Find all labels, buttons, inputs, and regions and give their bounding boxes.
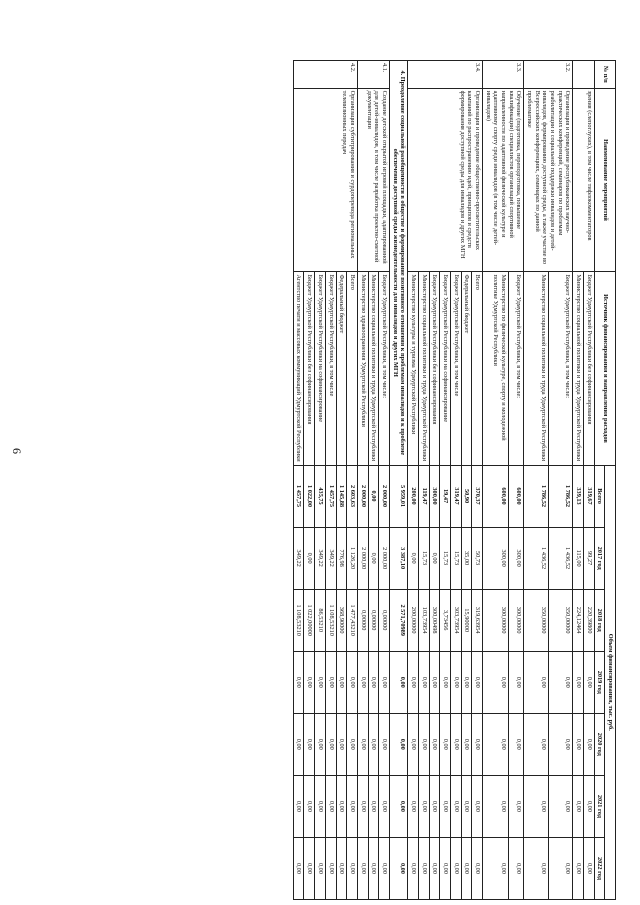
value-year: 0,00 <box>440 651 451 713</box>
value-year: 0,00 <box>548 713 573 775</box>
value-year: 0,00 <box>304 651 315 713</box>
value-year: 0,00 <box>548 775 573 837</box>
value-total: 119,47 <box>418 465 429 527</box>
value-year: 0,00 <box>440 775 451 837</box>
value-total: 1 457,75 <box>325 465 336 527</box>
value-year: 350,00000 <box>524 589 549 651</box>
value-year: 0,00000 <box>357 589 368 651</box>
value-year: 0,00 <box>524 837 549 899</box>
value-year: 115,00 <box>573 527 584 589</box>
value-year: 300,00 <box>482 527 508 589</box>
row-number: 3.3. <box>482 61 523 89</box>
value-year: 15,73 <box>418 527 429 589</box>
value-year: 0,00 <box>573 713 584 775</box>
value-year: 0,00 <box>461 651 472 713</box>
value-year: 0,00 <box>315 713 326 775</box>
value-year: 0,00 <box>293 837 304 899</box>
row-number: 3.2. <box>524 61 573 89</box>
value-year: 0,00 <box>315 837 326 899</box>
activity-name: Организация субтитрирования и сурдоперевода региональных телевизионных передач <box>293 88 357 272</box>
row-number <box>573 61 594 89</box>
funding-source: Бюджет Удмуртской Республики без софинансирования <box>583 272 594 465</box>
funding-source: Министерство здравоохранения Удмуртской Республики <box>357 272 368 465</box>
value-year: 0,00 <box>408 527 419 589</box>
value-year: 0,00 <box>293 651 304 713</box>
value-year: 0,00 <box>418 651 429 713</box>
value-year: 0,00 <box>293 775 304 837</box>
funding-source: Бюджет Удмуртской Республики на софинансирование <box>440 272 451 465</box>
value-year: 0,00 <box>440 713 451 775</box>
row-number: 4.2. <box>293 61 357 89</box>
value-total: 435,75 <box>315 465 326 527</box>
activity-name: Обучение (подготовка, переподготовка, повышение квалификации) специалистов организаций спортивной направленности по адаптивной физической культуре и адаптивному спорту среди инвалидов (в том числе детей-инвалидов) <box>482 88 523 272</box>
value-year: 0,00 <box>482 837 508 899</box>
table-row <box>472 61 483 900</box>
section-title: 4. Преодоление социальной разобщенности в обществе и формирование позитивного отношения к проблемам инвалидов и к проблеме обеспечения доступной среды жизнедеятельности для инвалидов и других МГН <box>389 61 407 466</box>
activity-name: Организация и проведение общественно-просветительских кампаний по распространению идей, принципов и средств формирования доступной среды для инвалидов и других МГН <box>408 88 483 272</box>
value-year: 0,00 <box>368 713 379 775</box>
value-year: 0,00 <box>336 651 347 713</box>
value-year: 0,00 <box>304 837 315 899</box>
activity-name: Организация и проведение республиканских научно-практических конференций, семинаров по проблемам реабилитации и социальной поддержки инвалидов и детей-инвалидов, формированию доступной среды, а также участие во Всероссийских конференциях, семинарах по данной проблематике <box>524 88 573 272</box>
value-year: 0,00 <box>583 837 594 899</box>
value-year: 0,00 <box>583 651 594 713</box>
value-year: 0,00 <box>461 837 472 899</box>
table-row <box>379 61 390 900</box>
value-year: 1 436,52 <box>548 527 573 589</box>
value-total: 1 022,00 <box>304 465 315 527</box>
value-year: 0,00 <box>408 775 419 837</box>
value-year: 50,73 <box>472 527 483 589</box>
value-total: 1 786,52 <box>548 465 573 527</box>
value-year: 0,00 <box>325 651 336 713</box>
value-year: 0,00 <box>450 651 461 713</box>
header-no: № п/п <box>594 61 615 89</box>
value-year: 103,73954 <box>418 589 429 651</box>
value-year: 200,00000 <box>408 589 419 651</box>
value-total: 600,00 <box>482 465 508 527</box>
value-year: 349,22 <box>315 527 326 589</box>
value-year: 1 126,20 <box>347 527 358 589</box>
rotated-page <box>56 60 616 900</box>
value-year: 300,00 <box>509 527 524 589</box>
value-year: 0,00 <box>472 651 483 713</box>
table-row <box>509 61 524 900</box>
funding-source: Министерство социальной политики и труда Удмуртской Республики <box>418 272 429 465</box>
value-year: 0,00 <box>325 713 336 775</box>
activity-name: зрения (слепоглухих), в том числе тифлокомментаторов <box>573 88 594 272</box>
value-year: 99,27 <box>583 527 594 589</box>
page-number: 6 <box>10 448 24 454</box>
value-year: 0,00 <box>408 713 419 775</box>
funding-source: Министерство социальной политики и труда Удмуртской Республики <box>368 272 379 465</box>
funding-source: Министерство социальной политики и труда Удмуртской Республики <box>524 272 549 465</box>
value-year: 0,00 <box>583 775 594 837</box>
value-year: 0,00 <box>336 713 347 775</box>
value-year: 0,00 <box>429 837 440 899</box>
value-year: 0,00 <box>509 651 524 713</box>
value-total: 50,90 <box>461 465 472 527</box>
value-year: 0,00 <box>357 651 368 713</box>
funding-source: Министерство по физической культуре, спорту и молодежной политике Удмуртской Республики <box>482 272 508 465</box>
value-year: 0,00 <box>573 651 584 713</box>
value-year: 0,00 <box>379 651 390 713</box>
value-year: 2 000,00 <box>357 527 368 589</box>
table-header-row <box>605 61 616 900</box>
value-year: 3 387,10 <box>389 527 407 589</box>
value-year: 0,00 <box>461 713 472 775</box>
value-year: 0,00 <box>357 713 368 775</box>
table-row <box>347 61 358 900</box>
funding-source: Агентство печати и массовых коммуникаций Удмуртской Республики <box>293 272 304 465</box>
value-year: 0,00 <box>347 713 358 775</box>
value-year: 0,00 <box>440 837 451 899</box>
value-total: 2 000,00 <box>357 465 368 527</box>
funding-source: Всего <box>347 272 358 465</box>
header-year: 2018 год <box>594 589 605 651</box>
value-year: 0,00 <box>408 837 419 899</box>
value-year: 0,00 <box>472 837 483 899</box>
value-year: 349,22 <box>293 527 304 589</box>
value-total: 339,13 <box>573 465 584 527</box>
value-year: 0,00 <box>368 651 379 713</box>
value-year: 0,00 <box>336 775 347 837</box>
value-year: 350,00000 <box>548 589 573 651</box>
value-total: 600,00 <box>509 465 524 527</box>
value-year: 300,00000 <box>482 589 508 651</box>
value-year: 0,00 <box>304 775 315 837</box>
value-year: 0,00 <box>429 651 440 713</box>
value-year: 0,00 <box>482 651 508 713</box>
value-year: 0,00 <box>315 775 326 837</box>
value-total: 2 603,63 <box>347 465 358 527</box>
funding-source: Бюджет Удмуртской Республики, в том числе: <box>509 272 524 465</box>
value-year: 1 022,00000 <box>304 589 315 651</box>
value-year: 1 436,52 <box>524 527 549 589</box>
value-year: 0,00 <box>583 713 594 775</box>
value-year: 0,00 <box>304 527 315 589</box>
header-total: Всего <box>594 465 605 527</box>
funding-source: Бюджет Удмуртской Республики, в том числе <box>325 272 336 465</box>
header-year: 2021 год <box>594 775 605 837</box>
value-year: 0,00 <box>304 713 315 775</box>
value-year: 0,00 <box>450 775 461 837</box>
value-year: 0,00 <box>450 713 461 775</box>
value-year: 0,00 <box>509 775 524 837</box>
value-year: 0,00000 <box>379 589 390 651</box>
value-total: 19,47 <box>440 465 451 527</box>
value-year: 0,00 <box>379 775 390 837</box>
header-year: 2017 год <box>594 527 605 589</box>
table-row <box>548 61 573 900</box>
value-total: 370,37 <box>472 465 483 527</box>
value-year: 349,22 <box>325 527 336 589</box>
value-total: 300,00 <box>429 465 440 527</box>
value-year: 319,63954 <box>472 589 483 651</box>
value-year: 0,00 <box>347 775 358 837</box>
header-year: 2019 год <box>594 651 605 713</box>
value-year: 0,00 <box>429 713 440 775</box>
value-year: 300,00498 <box>429 589 440 651</box>
activity-name: Создание детской открытой игровой площадки, адаптированной для детей-инвалидов, в том числе разработка проектно-сметной документации <box>357 88 389 272</box>
funding-source: Бюджет Удмуртской Республики без софинансирования <box>429 272 440 465</box>
header-name: Наименование мероприятий <box>594 88 615 272</box>
value-year: 368,90000 <box>336 589 347 651</box>
value-year: 0,00 <box>379 713 390 775</box>
value-year: 2 000,00 <box>379 527 390 589</box>
value-year: 15,90000 <box>461 589 472 651</box>
value-year: 0,00 <box>509 837 524 899</box>
value-year: 0,00 <box>315 651 326 713</box>
value-year: 15,73 <box>440 527 451 589</box>
value-year: 3,73456 <box>440 589 451 651</box>
value-year: 0,00 <box>429 775 440 837</box>
value-year: 220,39800 <box>583 589 594 651</box>
value-year: 0,00 <box>418 713 429 775</box>
value-year: 0,00 <box>461 775 472 837</box>
funding-source: Федеральный бюджет <box>461 272 472 465</box>
value-year: 35,00 <box>461 527 472 589</box>
value-year: 300,00000 <box>509 589 524 651</box>
value-year: 0,00 <box>472 713 483 775</box>
value-year: 0,00 <box>389 775 407 837</box>
value-year: 0,00 <box>336 837 347 899</box>
value-year: 0,00 <box>357 775 368 837</box>
value-total: 1 145,88 <box>336 465 347 527</box>
funding-source: Бюджет Удмуртской Республики, в том числе: <box>548 272 573 465</box>
funding-source: Министерство социальной политики и труда Удмуртской Республики <box>573 272 584 465</box>
funding-source: Бюджет Удмуртской Республики, в том числе: <box>379 272 390 465</box>
value-year: 0,00 <box>389 651 407 713</box>
value-year: 0,00 <box>482 775 508 837</box>
value-total: 2 000,00 <box>379 465 390 527</box>
funding-source: Бюджет Удмуртской Республики без софинансирования <box>304 272 315 465</box>
value-total: 319,67 <box>583 465 594 527</box>
value-year: 1 108,53210 <box>325 589 336 651</box>
header-source: Источник финансирования и направления расходов <box>594 272 615 465</box>
value-year: 0,00 <box>325 837 336 899</box>
value-total: 0,00 <box>368 465 379 527</box>
funding-source: Всего <box>472 272 483 465</box>
value-year: 1 477,43210 <box>347 589 358 651</box>
value-year: 0,00000 <box>368 589 379 651</box>
value-year: 0,00 <box>482 713 508 775</box>
value-year: 0,00 <box>368 775 379 837</box>
value-total: 1 457,75 <box>293 465 304 527</box>
row-number: 4.1. <box>357 61 389 89</box>
value-year: 0,00 <box>450 837 461 899</box>
value-year: 0,00 <box>509 713 524 775</box>
value-year: 0,00 <box>548 651 573 713</box>
value-total: 5 959,01 <box>389 465 407 527</box>
value-year: 0,00 <box>418 775 429 837</box>
value-year: 0,00 <box>368 837 379 899</box>
funding-source: Федеральный бюджет <box>336 272 347 465</box>
value-year: 0,00 <box>524 775 549 837</box>
value-year: 0,00 <box>573 837 584 899</box>
funding-source: Бюджет Удмуртской Республики, в том числе <box>450 272 461 465</box>
value-year: 0,00 <box>347 651 358 713</box>
value-year: 0,00 <box>357 837 368 899</box>
value-year: 1 108,53210 <box>293 589 304 651</box>
value-year: 0,00 <box>389 837 407 899</box>
value-year: 0,00 <box>325 775 336 837</box>
value-year: 0,00 <box>379 837 390 899</box>
value-year: 2 571,70989 <box>389 589 407 651</box>
section-row <box>389 61 407 900</box>
value-year: 15,73 <box>450 527 461 589</box>
value-year: 0,00 <box>524 713 549 775</box>
funding-source: Министерство культуры и туризма Удмуртской Республики <box>408 272 419 465</box>
value-year: 0,00 <box>347 837 358 899</box>
table-body <box>293 61 594 900</box>
value-year: 0,00 <box>418 837 429 899</box>
funding-source: Бюджет Удмуртской Республики на софинансирование <box>315 272 326 465</box>
value-year: 0,00 <box>573 775 584 837</box>
header-group: Объем финансирования, тыс. руб. <box>605 465 616 899</box>
value-year: 0,00 <box>368 527 379 589</box>
header-year: 2020 год <box>594 713 605 775</box>
value-year: 0,00 <box>429 527 440 589</box>
value-year: 0,00 <box>293 713 304 775</box>
value-year: 0,00 <box>472 775 483 837</box>
value-total: 200,00 <box>408 465 419 527</box>
value-year: 86,53210 <box>315 589 326 651</box>
value-total: 319,47 <box>450 465 461 527</box>
table-row <box>583 61 594 900</box>
header-year: 2022 год <box>594 837 605 899</box>
value-year: 0,00 <box>389 713 407 775</box>
financing-table <box>293 60 616 900</box>
value-year: 303,73954 <box>450 589 461 651</box>
row-number: 3.4. <box>408 61 483 89</box>
value-year: 224,12464 <box>573 589 584 651</box>
value-year: 0,00 <box>408 651 419 713</box>
value-year: 0,00 <box>548 837 573 899</box>
value-total: 1 786,52 <box>524 465 549 527</box>
value-year: 0,00 <box>524 651 549 713</box>
value-year: 776,98 <box>336 527 347 589</box>
